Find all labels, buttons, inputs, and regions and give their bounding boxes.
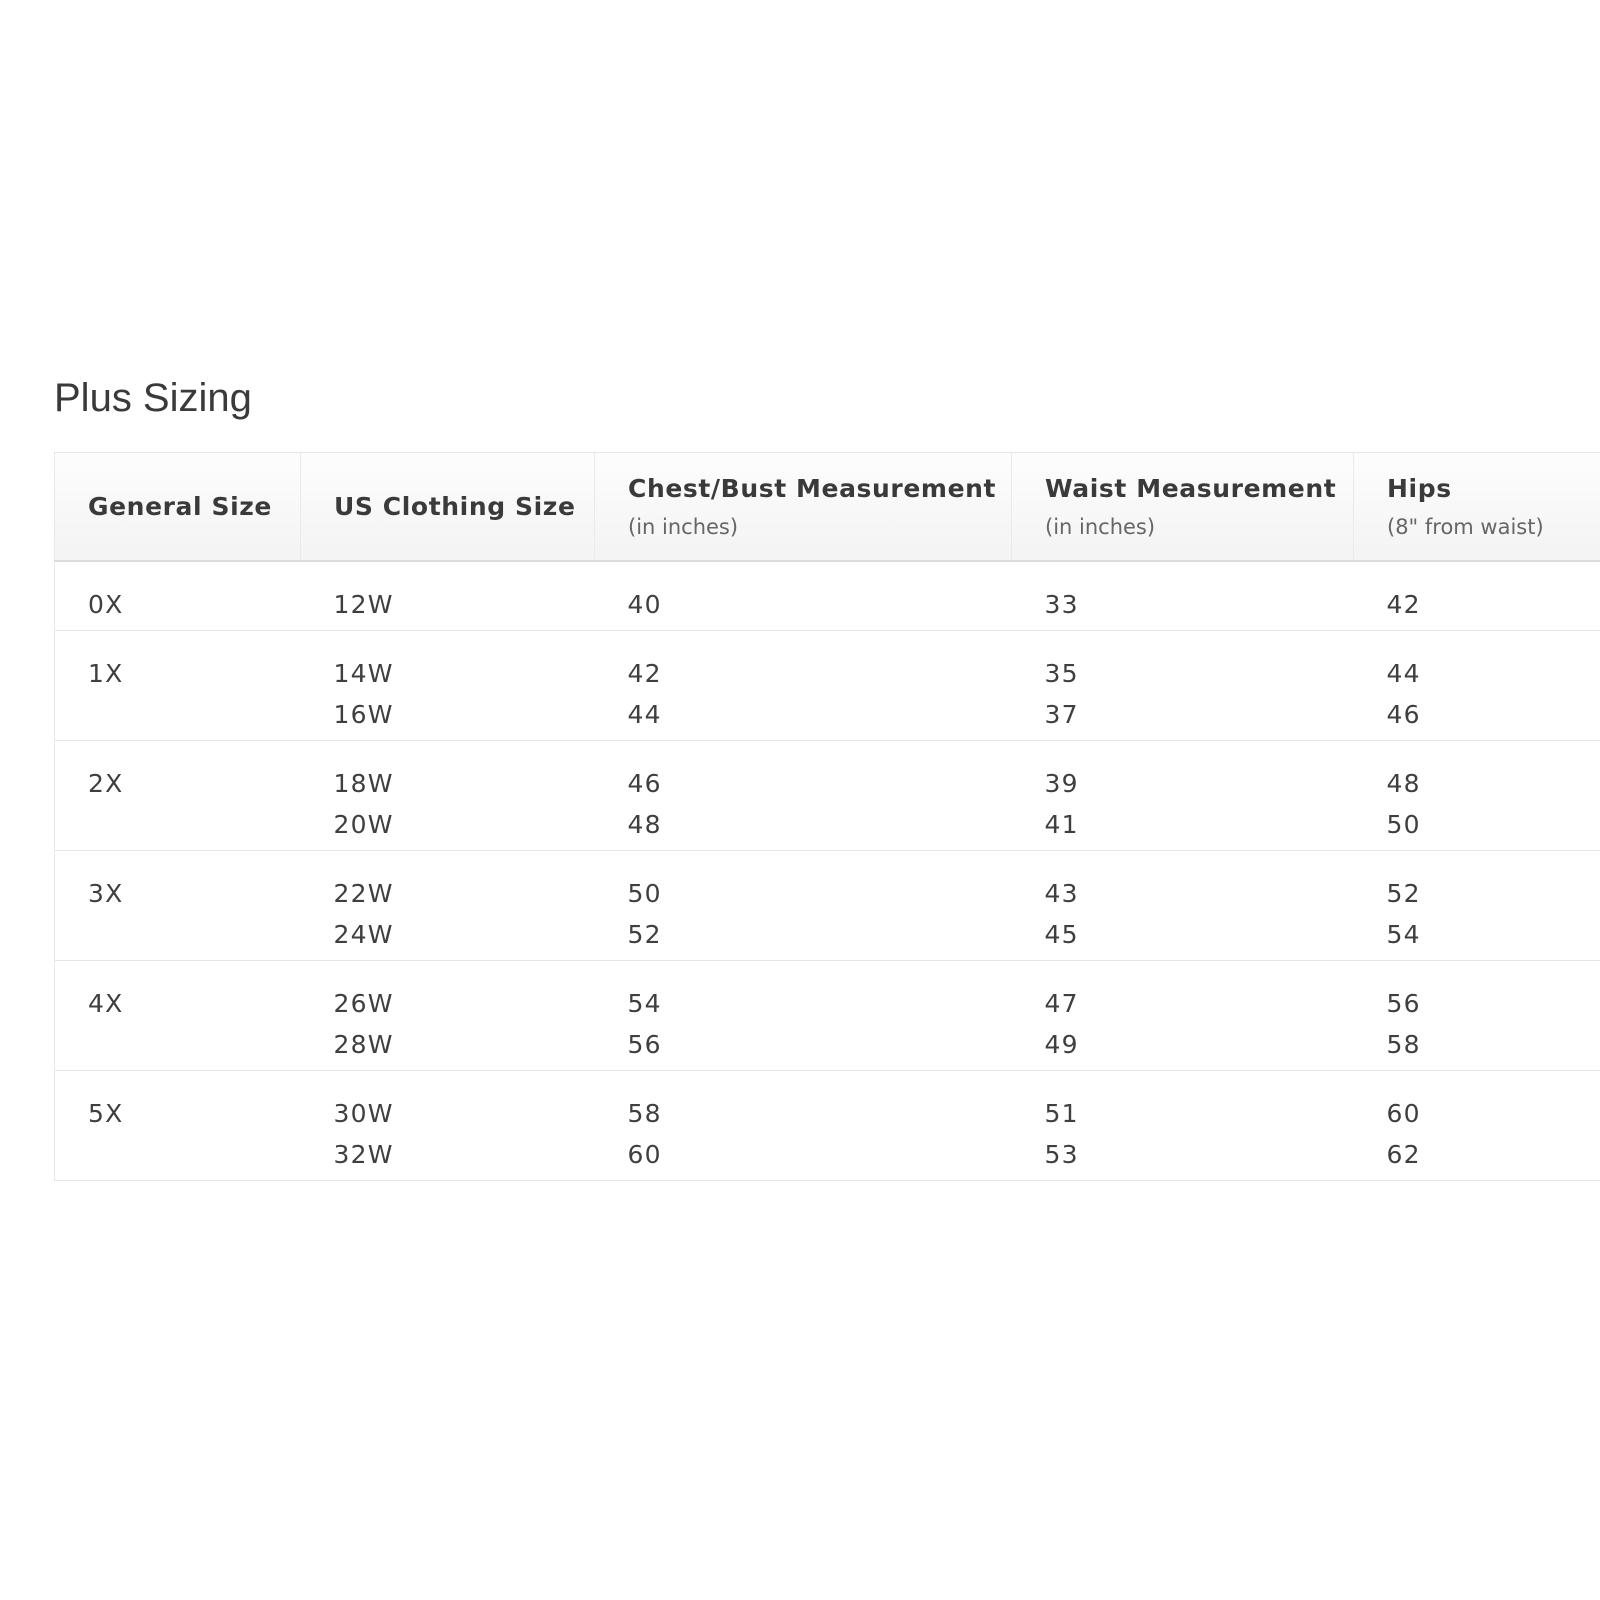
- cell-chest: [595, 631, 1012, 741]
- table-row: [55, 741, 1600, 851]
- cell-value: 52: [627, 920, 662, 949]
- cell-value: 58: [627, 1099, 662, 1128]
- cell-waist: [1012, 631, 1354, 741]
- cell-value: 53: [1044, 1140, 1079, 1169]
- cell-chest: [595, 1071, 1012, 1181]
- cell-value: 45: [1044, 920, 1079, 949]
- cell-chest: [595, 851, 1012, 961]
- cell-waist: [1012, 1071, 1354, 1181]
- cell-chest: [595, 741, 1012, 851]
- cell-waist: [1012, 851, 1354, 961]
- cell-value: 40: [627, 590, 662, 619]
- header-chest-bust: [595, 453, 1012, 562]
- cell-chest: [595, 961, 1012, 1071]
- cell-value: 32W: [333, 1140, 394, 1169]
- cell-value: 54: [627, 989, 662, 1018]
- cell-value: 39: [1044, 769, 1079, 798]
- cell-us-size: [301, 741, 595, 851]
- cell-hips: [1354, 631, 1600, 741]
- cell-value: 62: [1386, 1140, 1421, 1169]
- cell-general-size: [55, 961, 301, 1071]
- cell-value: 60: [1386, 1099, 1421, 1128]
- cell-value: 3X: [88, 879, 124, 908]
- cell-hips: [1354, 741, 1600, 851]
- cell-value: 16W: [333, 700, 394, 729]
- cell-value: 22W: [333, 879, 394, 908]
- table-header-row: [55, 453, 1600, 562]
- cell-value: 4X: [88, 989, 124, 1018]
- cell-value: 44: [1386, 659, 1421, 688]
- header-hips: [1354, 453, 1600, 562]
- cell-hips: [1354, 961, 1600, 1071]
- section-title-text: Plus Sizing: [54, 376, 252, 420]
- cell-value: 14W: [333, 659, 394, 688]
- cell-value: 41: [1044, 810, 1079, 839]
- cell-general-size: [55, 851, 301, 961]
- cell-value: 28W: [333, 1030, 394, 1059]
- cell-value: 46: [1386, 700, 1421, 729]
- table-row: [55, 631, 1600, 741]
- cell-value: 56: [627, 1030, 662, 1059]
- cell-value: 52: [1386, 879, 1421, 908]
- cell-value: 58: [1386, 1030, 1421, 1059]
- cell-value: 44: [627, 700, 662, 729]
- cell-value: 1X: [88, 659, 124, 688]
- cell-general-size: [55, 741, 301, 851]
- cell-value: 42: [627, 659, 662, 688]
- cell-hips: [1354, 561, 1600, 631]
- table-row: [55, 961, 1600, 1071]
- header-waist: [1012, 453, 1354, 562]
- cell-waist: [1012, 561, 1354, 631]
- header-unit-note: (in inches): [628, 515, 739, 539]
- cell-value: 30W: [333, 1099, 394, 1128]
- cell-value: 48: [1386, 769, 1421, 798]
- cell-us-size: [301, 561, 595, 631]
- cell-value: 50: [1386, 810, 1421, 839]
- cell-general-size: [55, 1071, 301, 1181]
- cell-value: 20W: [333, 810, 394, 839]
- cell-general-size: [55, 561, 301, 631]
- cell-value: 42: [1386, 590, 1421, 619]
- cell-value: 43: [1044, 879, 1079, 908]
- cell-value: 26W: [333, 989, 394, 1018]
- table-row: [55, 561, 1600, 631]
- cell-value: 54: [1386, 920, 1421, 949]
- cell-value: 48: [627, 810, 662, 839]
- cell-value: 24W: [333, 920, 394, 949]
- cell-value: 33: [1044, 590, 1079, 619]
- cell-value: 56: [1386, 989, 1421, 1018]
- cell-hips: [1354, 851, 1600, 961]
- cell-value: 50: [627, 879, 662, 908]
- cell-value: 5X: [88, 1099, 124, 1128]
- cell-us-size: [301, 1071, 595, 1181]
- cell-value: 18W: [333, 769, 394, 798]
- cell-value: 49: [1044, 1030, 1079, 1059]
- header-general-size: [55, 453, 301, 562]
- cell-value: 35: [1044, 659, 1079, 688]
- section-title: [54, 365, 454, 420]
- cell-value: 0X: [88, 590, 124, 619]
- cell-chest: [595, 561, 1012, 631]
- table-row: [55, 1071, 1600, 1181]
- header-us-clothing-size: [301, 453, 595, 562]
- size-chart-table: [54, 452, 1600, 1181]
- header-unit-note: (8" from waist): [1387, 515, 1544, 539]
- cell-value: 51: [1044, 1099, 1079, 1128]
- cell-value: 60: [627, 1140, 662, 1169]
- cell-waist: [1012, 961, 1354, 1071]
- header-label: Waist Measurement: [1045, 474, 1337, 503]
- header-label: US Clothing Size: [334, 492, 576, 521]
- cell-value: 12W: [333, 590, 394, 619]
- cell-us-size: [301, 851, 595, 961]
- cell-hips: [1354, 1071, 1600, 1181]
- cell-value: 2X: [88, 769, 124, 798]
- cell-general-size: [55, 631, 301, 741]
- header-label: General Size: [88, 492, 272, 521]
- cell-us-size: [301, 961, 595, 1071]
- cell-value: 37: [1044, 700, 1079, 729]
- table-row: [55, 851, 1600, 961]
- cell-waist: [1012, 741, 1354, 851]
- header-label: Chest/Bust Measurement: [628, 474, 997, 503]
- cell-value: 46: [627, 769, 662, 798]
- cell-value: 47: [1044, 989, 1079, 1018]
- header-unit-note: (in inches): [1045, 515, 1156, 539]
- cell-us-size: [301, 631, 595, 741]
- header-label: Hips: [1387, 474, 1452, 503]
